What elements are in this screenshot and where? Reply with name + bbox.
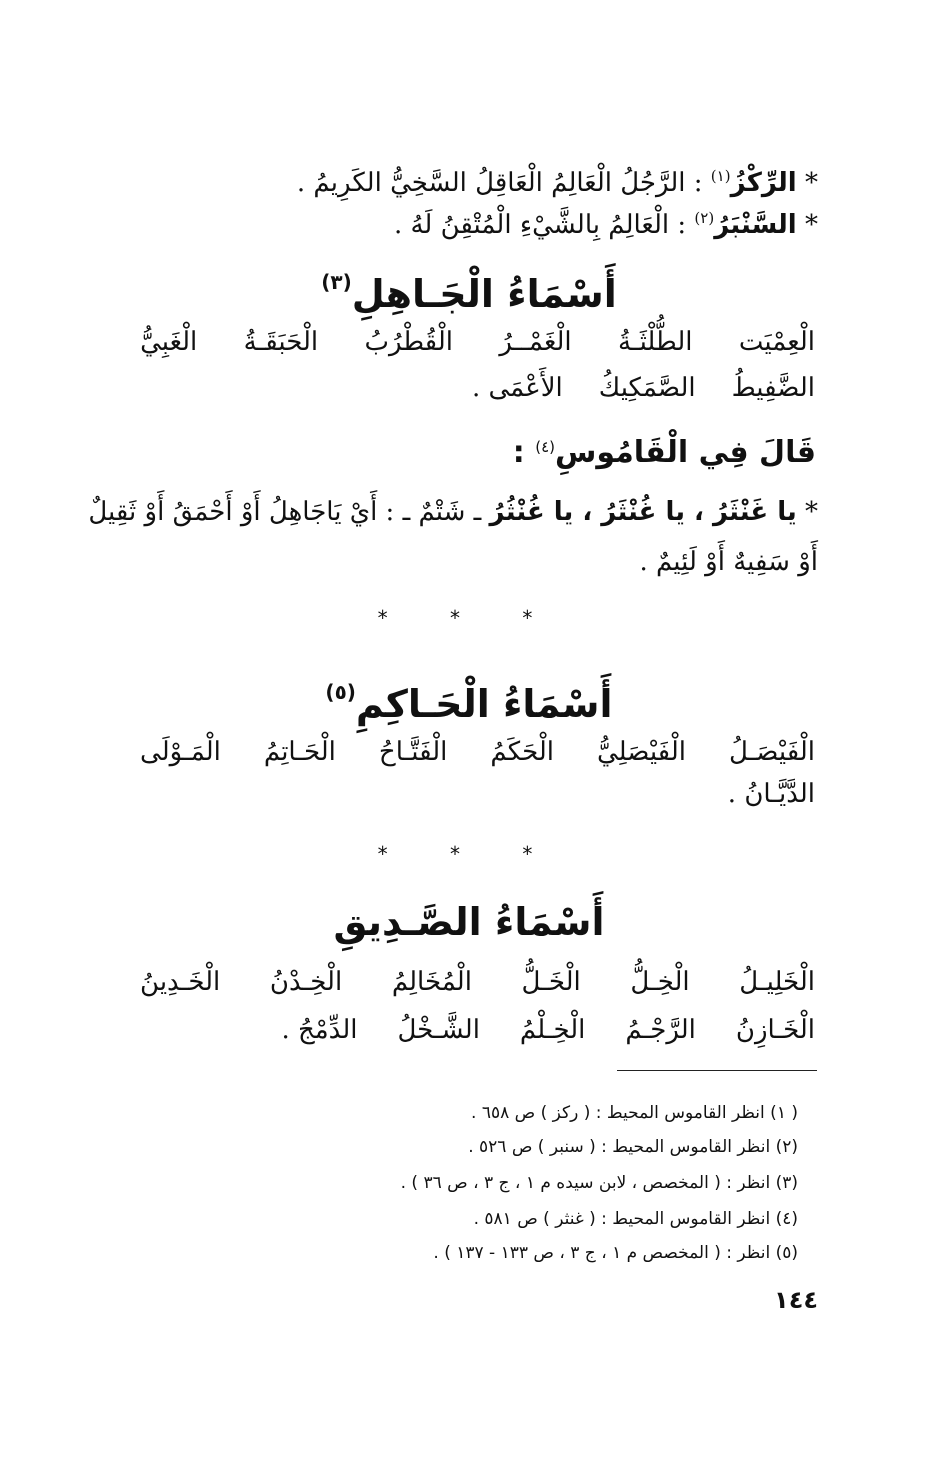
- word: الدِّمْجُ .: [281, 1015, 358, 1045]
- hakim-names-row-1: [140, 732, 815, 772]
- heading-sadiq: [0, 894, 938, 950]
- section-separator: * * *: [377, 606, 561, 630]
- footnote-3: (٣) انظر : ( المخصص ، لابن سيده م ١ ، ج ٣ ، ص ٣٦ ) .: [400, 1173, 798, 1193]
- heading-jahil: [0, 254, 938, 322]
- word: الصَّمَكِيكُ: [598, 373, 696, 403]
- heading-hakim: [0, 664, 938, 732]
- word: الْغَمْــرُ: [499, 327, 572, 357]
- entry-sanbar: [394, 198, 818, 245]
- sadiq-names-row-2: [281, 1010, 815, 1050]
- entry-rikz: [297, 156, 818, 203]
- word: الشَّـخْلُ: [397, 1015, 480, 1045]
- bullet-star: *: [805, 168, 818, 198]
- word: الْفَيْصَلِيُّ: [597, 737, 686, 767]
- word: الرَّجْـمُ: [625, 1015, 696, 1045]
- word: الْمَـوْلَى: [140, 737, 221, 767]
- colon: :: [512, 435, 525, 470]
- section-separator: * * *: [377, 842, 561, 866]
- heading-text: أَسْمَاءُ الْجَـاهِلِ: [351, 272, 617, 316]
- footnote-ref[interactable]: (٢): [694, 209, 715, 227]
- footnote-ref[interactable]: (٣): [321, 270, 352, 294]
- footnote-5: (٥) انظر : ( المخصص م ١ ، ج ٣ ، ص ١٣٣ - ١٣٧ ) .: [433, 1243, 798, 1263]
- footnote-1: ( ١) انظر القاموس المحيط : ( ركز ) ص ٦٥٨ .: [471, 1103, 798, 1123]
- word: الْخَلِيـلُ: [739, 967, 815, 997]
- entry-term: الرِّكْزُ: [730, 168, 797, 198]
- word: الطُّلْثَـةُ: [618, 327, 693, 357]
- word: الْغَبِيُّ: [140, 327, 198, 357]
- word: الضَّفِيطُ: [731, 373, 815, 403]
- word: الْخَـلُّ: [521, 967, 581, 997]
- footnote-2: (٢) انظر القاموس المحيط : ( سنبر ) ص ٥٢٦ .: [468, 1137, 798, 1157]
- jahil-names-row-1: [140, 322, 815, 362]
- heading-text: أَسْمَاءُ الصَّـدِيقِ: [333, 900, 605, 944]
- qamus-vocatives: يا غَنْثَرُ ، يا غُنْثَرُ ، يا غُنْثُرُ: [489, 497, 797, 527]
- word: الْخَـازِنُ: [735, 1015, 815, 1045]
- qamus-line-1: [88, 492, 818, 532]
- sadiq-names-row-1: [140, 962, 815, 1002]
- footnote-ref[interactable]: (٤): [535, 438, 555, 456]
- word: الْخِـدْنُ: [269, 967, 343, 997]
- word: الأَعْمَى .: [471, 373, 563, 403]
- page-number: ١٤٤: [774, 1286, 818, 1314]
- word: الْمُخَالِمُ: [391, 967, 472, 997]
- word: الْفَتَّـاحُ: [378, 737, 448, 767]
- footnote-ref[interactable]: (١): [710, 167, 731, 185]
- word: الْفَيْصَـلُ: [729, 737, 815, 767]
- entry-term: السَّنْبَرُ: [714, 210, 797, 240]
- word: الْقُطْرُبُ: [364, 327, 453, 357]
- entry-definition: : الرَّجُلُ الْعَالِمُ الْعَاقِلُ السَّخِيُّ الكَرِيمُ .: [296, 168, 703, 198]
- bullet-star: *: [805, 210, 818, 240]
- subheading-text: قَالَ فِي الْقَامُوسِ: [554, 435, 816, 470]
- word: الْخِـلُّ: [630, 967, 690, 997]
- qamus-line-2: [639, 542, 818, 582]
- qamus-subheading: [513, 424, 816, 476]
- hakim-names-row-2: [728, 774, 815, 814]
- bullet-star: *: [805, 497, 818, 527]
- word: الْخِـلْمُ: [519, 1015, 586, 1045]
- word: الْعِمْيَت: [738, 327, 815, 357]
- footnote-divider: [617, 1070, 817, 1071]
- heading-text: أَسْمَاءُ الْحَـاكِمِ: [355, 682, 613, 726]
- word: الدَّيَّـانُ .: [727, 779, 815, 809]
- qamus-explanation-cont: أَوْ سَفِيهٌ أَوْ لَئِيمٌ .: [639, 547, 818, 577]
- word: الْحَبَقَـةُ: [243, 327, 319, 357]
- qamus-explanation: ـ شَتْمٌ ـ : أَيْ يَاجَاهِلُ أَوْ أَحْمَقُ أَوْ ثَقِيلٌ: [88, 497, 482, 527]
- word: الْحَكَمُ: [490, 737, 554, 767]
- word: الْخَـدِينُ: [140, 967, 221, 997]
- jahil-names-row-2: [472, 368, 815, 408]
- word: الْحَـاتِمُ: [263, 737, 336, 767]
- footnote-ref[interactable]: (٥): [325, 680, 356, 704]
- footnote-4: (٤) انظر القاموس المحيط : ( غنثر ) ص ٥٨١ .: [473, 1209, 798, 1229]
- entry-definition: : الْعَالِمُ بِالشَّيْءِ الْمُتْقِنُ لَهُ .: [393, 210, 687, 240]
